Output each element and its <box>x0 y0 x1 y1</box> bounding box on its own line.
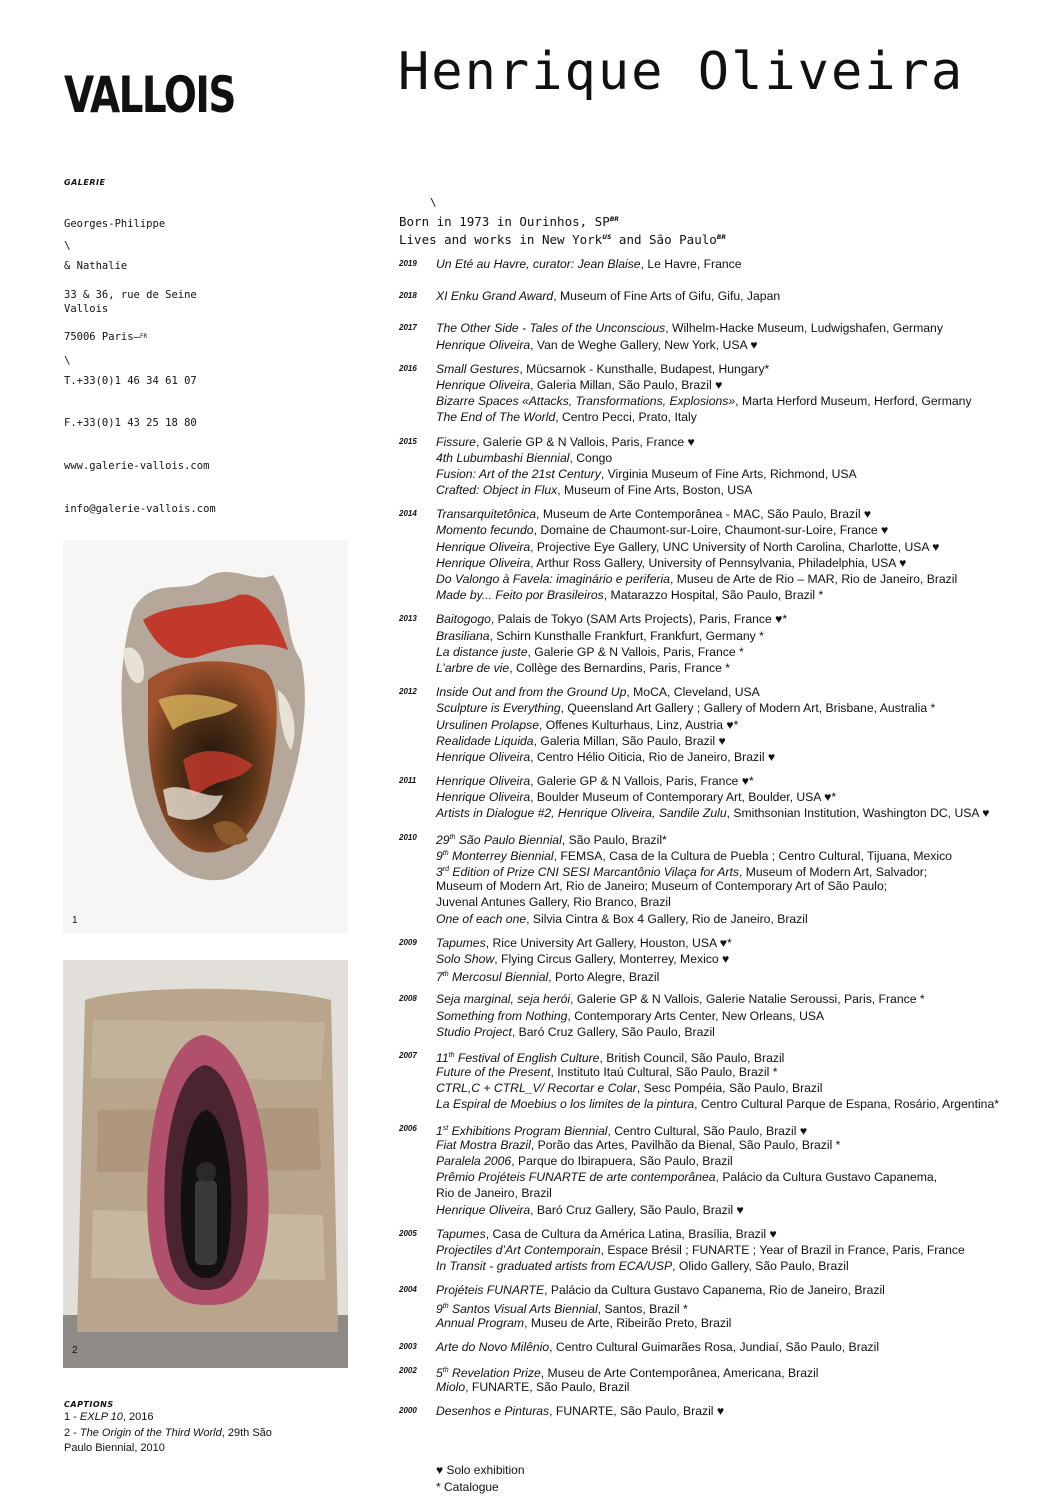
legend-catalogue: * Catalogue <box>436 1480 499 1494</box>
phone: T.+33(0)1 46 34 61 07 <box>64 374 197 387</box>
exhibition-title: Tapumes <box>436 935 486 950</box>
exhibition-venue: , Espace Brésil ; FUNARTE ; Year of Brazil in France, Paris, France <box>600 1242 965 1257</box>
exhibition-venue: , Parque do Ibirapuera, São Paulo, Brazil <box>511 1154 733 1168</box>
exhibition-venue: , Contemporary Arts Center, New Orleans, USA <box>567 1008 825 1023</box>
exhibition-entry <box>436 361 1055 377</box>
exhibition-entry <box>436 1153 1055 1169</box>
image-number-1: 1 <box>72 915 78 926</box>
exhibition-venue: , Galerie GP & N Vallois, Paris, France * <box>527 644 744 659</box>
exhibition-venue: , Schirn Kunsthalle Frankfurt, Frankfurt, Germany * <box>489 628 764 643</box>
year-entries <box>436 288 1055 304</box>
exhibition-venue: , Le Havre, France <box>640 257 742 271</box>
exhibition-venue: , Arthur Ross Gallery, University of Pennsylvania, Philadelphia, USA ♥ <box>530 555 907 570</box>
exhibition-entry <box>436 409 1055 425</box>
year-label: 2004 <box>399 1285 417 1295</box>
exhibition-title: 5 <box>436 1366 443 1381</box>
exhibition-venue: , Galeria Millan, São Paulo, Brazil ♥ <box>530 377 723 392</box>
year-group <box>399 611 1055 676</box>
director-line: & Nathalie <box>64 260 128 273</box>
year-label: 2000 <box>399 1406 417 1416</box>
exhibition-title: Projectiles d’Art Contemporain <box>436 1242 601 1257</box>
exhibition-entry <box>436 684 1055 700</box>
exhibition-venue: , Porão das Artes, Pavilhão da Bienal, São Paulo, Brazil * <box>530 1137 841 1152</box>
address-city-text: 75006 Paris <box>64 331 134 344</box>
exhibition-title-rest: Edition of Prize CNI SESI Marcantônio Vilaça for Arts <box>449 865 739 880</box>
year-group <box>399 1363 1055 1395</box>
exhibition-venue: , Baró Cruz Gallery, São Paulo, Brazil <box>511 1024 715 1039</box>
year-label: 2008 <box>399 994 417 1004</box>
exhibition-venue: , Centro Cultural Parque de Espana, Rosário, Argentina* <box>694 1097 999 1112</box>
exhibition-title: Small Gestures <box>436 361 520 376</box>
exhibition-title-rest: Mercosul Biennial <box>448 970 549 985</box>
exhibition-title: Fiat Mostra Brazil <box>436 1137 531 1152</box>
year-label: 2016 <box>399 363 417 373</box>
year-label: 2018 <box>399 291 417 301</box>
exhibition-venue: , Centro Cultural, São Paulo, Brazil ♥ <box>607 1123 808 1138</box>
exhibition-venue: , Museu de Arte Contemporânea, Americana, Brazil <box>540 1366 819 1381</box>
exhibition-title: La distance juste <box>436 644 528 659</box>
gallery-label: GALERIE <box>64 178 106 187</box>
exhibition-venue: , Matarazzo Hospital, São Paulo, Brazil * <box>603 588 824 603</box>
exhibition-venue: , Galerie GP & N Vallois, Galerie Natalie Seroussi, Paris, France * <box>570 992 925 1007</box>
exhibition-title: Arte do Novo Milênio <box>436 1339 550 1354</box>
ordinal-suffix: th <box>442 971 449 979</box>
exhibition-entry <box>436 660 1055 676</box>
exhibition-entry <box>436 935 1055 951</box>
exhibition-venue: Juvenal Antunes Gallery, Rio Branco, Brazil <box>436 895 671 910</box>
exhibition-entry <box>436 830 1055 846</box>
exhibition-entry <box>436 611 1055 627</box>
artwork-image-2 <box>63 960 348 1368</box>
exhibition-title: 7 <box>436 970 443 985</box>
ordinal-suffix: th <box>442 849 449 857</box>
exhibition-entry <box>436 450 1055 466</box>
exhibition-entry <box>436 1299 1055 1315</box>
year-entries <box>436 830 1055 927</box>
exhibition-title: Solo Show <box>436 951 495 966</box>
exhibition-venue: , Galeria Millan, São Paulo, Brazil ♥ <box>533 733 726 748</box>
exhibition-title: 11 <box>436 1050 449 1065</box>
divider-slash: \ <box>430 196 437 209</box>
exhibition-title-rest: Santos Visual Arts Biennial <box>448 1301 598 1316</box>
installation-illustration <box>63 960 348 1368</box>
exhibition-title: Transarquitetônica <box>436 507 537 522</box>
exhibition-title: The Other Side - Tales of the Unconscious <box>436 321 666 336</box>
exhibition-venue: , Collège des Bernardins, Paris, France * <box>509 660 731 675</box>
year-entries <box>436 1121 1055 1218</box>
year-entries <box>436 361 1055 426</box>
exhibition-title-rest: Revelation Prize <box>448 1366 541 1381</box>
exhibition-entry <box>436 1024 1055 1040</box>
exhibition-title: Henrique Oliveira <box>436 749 531 764</box>
exhibition-entry <box>436 1202 1055 1218</box>
exhibition-entry <box>436 1315 1055 1331</box>
exhibition-entry <box>436 894 1055 910</box>
exhibition-venue: , FEMSA, Casa de la Cultura de Puebla ; Centro Cultural, Tijuana, Mexico <box>553 848 952 863</box>
year-label: 2019 <box>399 259 417 268</box>
exhibition-title: Artists in Dialogue #2, Henrique Oliveira, Sandile Zulu <box>436 806 727 821</box>
year-label: 2017 <box>399 323 417 333</box>
exhibition-entry <box>436 862 1055 878</box>
exhibition-entry <box>436 789 1055 805</box>
year-group <box>399 256 1055 272</box>
legend-solo: ♥ Solo exhibition <box>436 1463 525 1477</box>
exhibition-venue: , Centro Pecci, Prato, Italy <box>555 410 697 425</box>
exhibition-venue: , Projective Eye Gallery, UNC University of North Carolina, Charlotte, USA ♥ <box>530 539 940 554</box>
exhibition-venue: , São Paulo, Brazil* <box>561 832 667 847</box>
exhibition-entry <box>436 1282 1055 1298</box>
exhibition-venue: , FUNARTE, São Paulo, Brazil <box>465 1380 630 1395</box>
year-label: 2014 <box>399 509 417 519</box>
exhibition-title: La Espiral de Moebius o los limites de la pintura <box>436 1097 695 1112</box>
exhibition-venue: , Palais de Tokyo (SAM Arts Projects), Paris, France ♥* <box>490 612 788 627</box>
exhibition-title: 9 <box>436 1301 443 1316</box>
exhibition-venue: , FUNARTE, São Paulo, Brazil ♥ <box>549 1404 725 1419</box>
exhibition-entry <box>436 911 1055 927</box>
year-entries <box>436 1363 1055 1395</box>
ordinal-suffix: th <box>449 833 456 841</box>
exhibition-entry <box>436 1226 1055 1242</box>
exhibition-entry <box>436 587 1055 603</box>
year-group <box>399 1282 1055 1331</box>
exhibition-entry <box>436 337 1055 353</box>
exhibition-title: Henrique Oliveira <box>436 790 531 805</box>
year-group <box>399 320 1055 352</box>
exhibition-entry <box>436 1258 1055 1274</box>
year-entries <box>436 611 1055 676</box>
exhibition-entry <box>436 805 1055 821</box>
year-entries <box>436 1048 1055 1113</box>
exhibition-title: Henrique Oliveira <box>436 774 531 789</box>
exhibition-title: Projéteis FUNARTE <box>436 1283 545 1298</box>
exhibition-title: One of each one <box>436 911 527 926</box>
exhibition-venue: Rio de Janeiro, Brazil <box>436 1186 552 1201</box>
exhibition-entry <box>436 967 1055 983</box>
gallery-logo: VALLOIS <box>64 66 235 124</box>
exhibition-title: Baitogogo <box>436 612 491 627</box>
exhibition-venue: , Congo <box>569 450 613 465</box>
exhibition-venue: , Palácio da Cultura Gustavo Capanema, Rio de Janeiro, Brazil <box>544 1283 885 1298</box>
exhibition-title-rest: Monterrey Biennial <box>448 848 554 863</box>
year-entries <box>436 1339 1055 1355</box>
exhibition-venue: , Museum of Modern Art, Salvador; <box>738 865 928 880</box>
year-label: 2006 <box>399 1123 417 1133</box>
year-group <box>399 1339 1055 1355</box>
year-entries <box>436 434 1055 499</box>
exhibition-entry <box>436 1096 1055 1112</box>
exhibition-timeline <box>399 256 1055 1420</box>
exhibition-title: CTRL,C + CTRL_V/ Recortar e Colar <box>436 1081 637 1096</box>
year-entries <box>436 773 1055 822</box>
year-group <box>399 1048 1055 1113</box>
exhibition-venue: , Galerie GP & N Vallois, Paris, France ♥ <box>475 434 695 449</box>
sculpture-illustration <box>63 540 348 934</box>
year-group <box>399 684 1055 765</box>
artwork-image-1 <box>63 540 348 934</box>
exhibition-venue: , Silvia Cintra & Box 4 Gallery, Rio de Janeiro, Brazil <box>526 911 808 926</box>
ordinal-suffix: th <box>442 1367 449 1375</box>
exhibition-entry <box>436 1048 1055 1064</box>
director-line: Vallois <box>64 303 109 316</box>
year-group <box>399 288 1055 304</box>
year-label: 2015 <box>399 436 417 446</box>
bio-born: Born in 1973 in Ourinhos, $SP^{BR}$ <box>399 214 619 230</box>
exhibition-title: Tapumes <box>436 1226 486 1241</box>
divider-slash: \ <box>64 239 71 252</box>
exhibition-title: Henrique Oliveira <box>436 539 531 554</box>
exhibition-entry <box>436 506 1055 522</box>
exhibition-venue: , Casa de Cultura da América Latina, Brasília, Brazil ♥ <box>485 1226 777 1241</box>
exhibition-title-rest: São Paulo Biennial <box>455 832 562 847</box>
exhibition-entry <box>436 393 1055 409</box>
exhibition-venue: , Galerie GP & N Vallois, Paris, France ♥* <box>530 774 754 789</box>
address-dash: — <box>133 331 140 344</box>
exhibition-title: Henrique Oliveira <box>436 555 531 570</box>
exhibition-venue: , British Council, São Paulo, Brazil <box>599 1050 785 1065</box>
exhibition-entry <box>436 288 1055 304</box>
gallery-address <box>64 259 216 531</box>
exhibition-venue: , Queensland Art Gallery ; Gallery of Modern Art, Brisbane, Australia * <box>560 701 936 716</box>
exhibition-title-rest: Exhibitions Program Biennial <box>448 1123 608 1138</box>
year-entries <box>436 256 1055 272</box>
exhibition-title-rest: Festival of English Culture <box>454 1050 600 1065</box>
exhibition-title: Studio Project <box>436 1024 512 1039</box>
exhibition-entry <box>436 539 1055 555</box>
exhibition-venue: , Flying Circus Gallery, Monterrey, Mexico ♥ <box>494 951 730 966</box>
year-label: 2010 <box>399 832 417 842</box>
exhibition-title: Brasiliana <box>436 628 490 643</box>
ordinal-suffix: st <box>442 1124 449 1132</box>
exhibition-title: Sculpture is Everything <box>436 701 561 716</box>
exhibition-title: Do Valongo à Favela: imaginário e periferia <box>436 572 670 586</box>
exhibition-title: 3 <box>436 865 443 880</box>
year-entries <box>436 506 1055 603</box>
captions-label: CAPTIONS <box>64 1400 114 1409</box>
artist-name: Henrique Oliveira <box>398 42 965 102</box>
exhibition-venue: , Rice University Art Gallery, Houston, USA ♥* <box>485 935 732 950</box>
year-label: 2007 <box>399 1050 417 1060</box>
year-label: 2013 <box>399 614 417 624</box>
year-entries <box>436 684 1055 765</box>
exhibition-title: Desenhos e Pinturas <box>436 1404 550 1419</box>
exhibition-venue: , Domaine de Chaumont-sur-Loire, Chaumont-sur-Loire, France ♥ <box>533 523 889 538</box>
exhibition-entry <box>436 1185 1055 1201</box>
exhibition-title: Inside Out and from the Ground Up <box>436 685 627 700</box>
exhibition-title: Ursulinen Prolapse <box>436 717 539 732</box>
exhibition-entry <box>436 466 1055 482</box>
year-label: 2012 <box>399 687 417 697</box>
exhibition-title: In Transit - graduated artists from ECA/USP <box>436 1259 673 1274</box>
exhibition-title: Momento fecundo <box>436 523 534 538</box>
exhibition-entry <box>436 482 1055 498</box>
fax: F.+33(0)1 43 25 18 80 <box>64 417 197 430</box>
exhibition-title: 4th Lubumbashi Biennial <box>436 450 570 465</box>
exhibition-title: Bizarre Spaces «Attacks, Transformations, Explosions» <box>436 394 736 409</box>
director-line: Georges-Philippe <box>64 217 166 230</box>
exhibition-venue: , Van de Weghe Gallery, New York, USA ♥ <box>530 337 758 352</box>
exhibition-venue: , Porto Alegre, Brazil <box>548 970 660 985</box>
exhibition-entry <box>436 644 1055 660</box>
exhibition-entry <box>436 1169 1055 1185</box>
exhibition-entry <box>436 628 1055 644</box>
year-group <box>399 1121 1055 1218</box>
exhibition-entry <box>436 320 1055 336</box>
exhibition-title: Henrique Oliveira <box>436 337 531 352</box>
exhibition-title: Miolo <box>436 1380 466 1395</box>
exhibition-title: Paralela 2006 <box>436 1154 512 1168</box>
exhibition-venue: , Centro Hélio Oiticia, Rio de Janeiro, Brazil ♥ <box>530 749 776 764</box>
exhibition-entry <box>436 1242 1055 1258</box>
exhibition-entry <box>436 1379 1055 1395</box>
exhibition-venue: , Museum of Fine Arts of Gifu, Gifu, Japan <box>553 289 781 304</box>
divider-slash: \ <box>64 354 71 367</box>
exhibition-title: Made by... Feito por Brasileiros <box>436 588 604 603</box>
image-number-2: 2 <box>72 1345 78 1356</box>
caption-2-continued: Paulo Biennial, 2010 <box>64 1442 165 1454</box>
exhibition-venue: , Santos, Brazil * <box>597 1301 688 1316</box>
exhibition-venue: , Palácio da Cultura Gustavo Capanema, <box>715 1170 938 1185</box>
exhibition-title: Something from Nothing <box>436 1008 568 1023</box>
exhibition-title: 9 <box>436 848 443 863</box>
exhibition-title: Un Eté au Havre, curator: Jean Blaise <box>436 257 641 271</box>
year-label: 2009 <box>399 937 417 947</box>
exhibition-venue: , Marta Herford Museum, Herford, Germany <box>735 394 972 409</box>
exhibition-entry <box>436 991 1055 1007</box>
exhibition-venue: , Museu de Arte de Rio – MAR, Rio de Janeiro, Brazil <box>669 572 958 586</box>
exhibition-venue: , Sesc Pompéia, São Paulo, Brazil <box>636 1081 823 1096</box>
exhibition-title: 1 <box>436 1123 443 1138</box>
exhibition-venue: , Mücsarnok - Kunsthalle, Budapest, Hungary* <box>519 361 770 376</box>
country-code: FR <box>139 333 148 341</box>
exhibition-venue: , Boulder Museum of Contemporary Art, Boulder, USA ♥* <box>530 790 837 805</box>
exhibition-entry <box>436 733 1055 749</box>
year-group <box>399 773 1055 822</box>
email-link[interactable]: info@galerie-vallois.com <box>64 503 216 516</box>
exhibition-venue: , Offenes Kulturhaus, Linz, Austria ♥* <box>538 717 739 732</box>
year-entries <box>436 320 1055 352</box>
exhibition-title: Fissure <box>436 434 476 449</box>
exhibition-title: Prêmio Projéteis FUNARTE de arte contemporânea <box>436 1170 716 1185</box>
year-label: 2011 <box>399 776 417 786</box>
exhibition-title: Henrique Oliveira <box>436 377 531 392</box>
year-entries <box>436 991 1055 1040</box>
exhibition-title: 29 <box>436 832 450 847</box>
exhibition-entry <box>436 434 1055 450</box>
year-group <box>399 434 1055 499</box>
exhibition-venue: , Museum of Fine Arts, Boston, USA <box>557 483 753 498</box>
year-label: 2005 <box>399 1228 417 1238</box>
exhibition-title: Annual Program <box>436 1315 525 1330</box>
exhibition-venue: , Museu de Arte, Ribeirão Preto, Brazil <box>524 1315 732 1330</box>
caption-1: 1 - EXLP 10, 2016 <box>64 1411 154 1423</box>
exhibition-venue: , Museum de Arte Contemporânea - MAC, São Paulo, Brazil ♥ <box>536 507 872 522</box>
exhibition-title: Seja marginal, seja herói <box>436 992 571 1007</box>
exhibition-title: Future of the Present <box>436 1065 551 1080</box>
exhibition-title: Crafted: Object in Flux <box>436 483 558 498</box>
bio-lives: Lives and works in New York$^{US}$ and São Paulo$^{BR}$ <box>399 232 726 248</box>
exhibition-venue: , Instituto Itaú Cultural, São Paulo, Brazil * <box>550 1065 778 1080</box>
year-group <box>399 361 1055 426</box>
exhibition-entry <box>436 1363 1055 1379</box>
ordinal-suffix: th <box>442 1302 449 1310</box>
exhibition-venue: Museum of Modern Art, Rio de Janeiro; Museum of Contemporary Art of São Paulo; <box>436 879 888 894</box>
year-group <box>399 935 1055 984</box>
exhibition-entry <box>436 571 1055 587</box>
exhibition-entry <box>436 717 1055 733</box>
exhibition-entry <box>436 1137 1055 1153</box>
exhibition-entry <box>436 951 1055 967</box>
exhibition-venue: , Wilhelm-Hacke Museum, Ludwigshafen, Germany <box>665 321 943 336</box>
artist-bio <box>399 212 726 248</box>
year-entries <box>436 1226 1055 1275</box>
exhibition-entry <box>436 1121 1055 1137</box>
year-entries <box>436 1282 1055 1331</box>
exhibition-entry <box>436 700 1055 716</box>
year-label: 2002 <box>399 1366 417 1376</box>
exhibition-entry <box>436 555 1055 571</box>
year-group <box>399 506 1055 603</box>
exhibition-title: L’arbre de vie <box>436 660 510 675</box>
year-label: 2003 <box>399 1341 417 1351</box>
exhibition-title: The End of The World <box>436 410 556 425</box>
exhibition-entry <box>436 846 1055 862</box>
year-entries <box>436 1403 1055 1419</box>
exhibition-entry <box>436 256 1055 272</box>
address-street: 33 & 36, rue de Seine <box>64 288 197 301</box>
exhibition-venue: , Baró Cruz Gallery, São Paulo, Brazil ♥ <box>530 1202 744 1217</box>
exhibition-title: Fusion: Art of the 21st Century <box>436 466 601 481</box>
year-group <box>399 991 1055 1040</box>
exhibition-entry <box>436 1008 1055 1024</box>
exhibition-entry <box>436 522 1055 538</box>
exhibition-entry <box>436 1403 1055 1419</box>
year-group <box>399 1403 1055 1419</box>
exhibition-entry <box>436 1339 1055 1355</box>
exhibition-venue: , Olido Gallery, São Paulo, Brazil <box>672 1259 849 1274</box>
exhibition-title: Realidade Liquida <box>436 733 534 748</box>
exhibition-entry <box>436 773 1055 789</box>
ordinal-suffix: rd <box>442 866 450 873</box>
exhibition-entry <box>436 377 1055 393</box>
website-link[interactable]: www.galerie-vallois.com <box>64 460 210 473</box>
ordinal-suffix: th <box>448 1051 455 1059</box>
year-group <box>399 1226 1055 1275</box>
exhibition-venue: , Centro Cultural Guimarães Rosa, Jundiaí, São Paulo, Brazil <box>549 1339 880 1354</box>
year-entries <box>436 935 1055 984</box>
address-city <box>64 330 216 344</box>
exhibition-entry <box>436 878 1055 894</box>
caption-2: 2 - The Origin of the Third World, 29th São <box>64 1427 272 1439</box>
exhibition-venue: , Virginia Museum of Fine Arts, Richmond, USA <box>600 466 857 481</box>
exhibition-title: Henrique Oliveira <box>436 1202 531 1217</box>
exhibition-venue: , Smithsonian Institution, Washington DC, USA ♥ <box>726 806 990 821</box>
exhibition-entry <box>436 1064 1055 1080</box>
exhibition-entry <box>436 1080 1055 1096</box>
exhibition-venue: , MoCA, Cleveland, USA <box>626 685 760 700</box>
year-group <box>399 830 1055 927</box>
exhibition-entry <box>436 749 1055 765</box>
exhibition-title: XI Enku Grand Award <box>436 289 554 304</box>
